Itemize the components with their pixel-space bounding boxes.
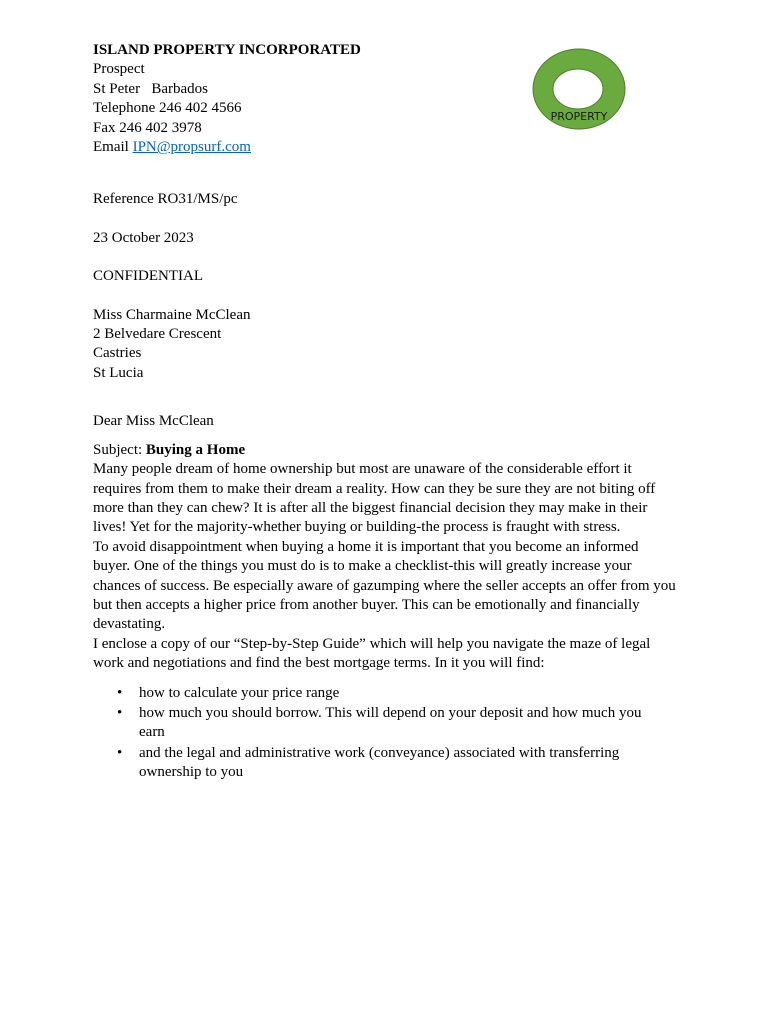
address-line-2: St Peter Barbados bbox=[93, 80, 208, 97]
email-link[interactable]: IPN@propsurf.com bbox=[132, 139, 251, 156]
letterhead bbox=[93, 41, 678, 157]
letter-page bbox=[93, 41, 678, 784]
paragraph-2: To avoid disappointment when buying a home it is important that you become an informed buyer. One of the things you must do is to make a checklist-this will greatly increase your chances of success. Be especially aware of gazumping where the seller accepts an offer from you but then accepts a higher price from another buyer. This can be emotionally and financially devastating. bbox=[93, 538, 676, 633]
logo-text: PROPERTY bbox=[550, 110, 608, 123]
list-item bbox=[93, 744, 659, 783]
letter-date: 23 October 2023 bbox=[93, 229, 194, 246]
reference: Reference RO31/MS/pc bbox=[93, 191, 238, 208]
list-item bbox=[93, 704, 659, 743]
recipient-line-3: St Lucia bbox=[93, 364, 144, 381]
recipient-address bbox=[93, 306, 678, 384]
list-item bbox=[93, 684, 659, 703]
recipient-line-1: 2 Belvedare Crescent bbox=[93, 326, 222, 343]
fax: Fax 246 402 3978 bbox=[93, 119, 202, 136]
email-line bbox=[93, 138, 678, 157]
paragraph-1: Many people dream of home ownership but most are unaware of the considerable effort it requires from them to make their dream a reality. How can they be sure they are not biting off more than they can chew? It is after all the biggest financial decision they may make in their lives! Yet for the majority-whether buying or building-the process is fraught with stress. bbox=[93, 461, 656, 536]
salutation: Dear Miss McClean bbox=[93, 413, 214, 430]
bullet-icon: • bbox=[117, 704, 123, 721]
guide-contents-list bbox=[93, 684, 678, 783]
list-item-text: how to calculate your price range bbox=[139, 684, 340, 701]
subject-title: Buying a Home bbox=[145, 441, 246, 458]
bullet-icon: • bbox=[117, 744, 123, 761]
address-line-1: Prospect bbox=[93, 61, 145, 78]
list-item-text: how much you should borrow. This will depend on your deposit and how much you earn bbox=[139, 704, 642, 741]
subject-line bbox=[93, 441, 678, 460]
subject-label: Subject: bbox=[93, 441, 146, 458]
paragraph-3: I enclose a copy of our “Step-by-Step Guide” which will help you navigate the maze of legal work and negotiations and find the best mortgage terms. In it you will find: bbox=[93, 635, 651, 672]
email-label: Email bbox=[93, 139, 133, 156]
confidential-label: CONFIDENTIAL bbox=[93, 268, 203, 285]
telephone: Telephone 246 402 4566 bbox=[93, 100, 242, 117]
list-item-text: and the legal and administrative work (conveyance) associated with transferring ownership to you bbox=[139, 744, 620, 781]
recipient-name: Miss Charmaine McClean bbox=[93, 306, 251, 323]
company-name: ISLAND PROPERTY INCORPORATED bbox=[93, 42, 361, 58]
bullet-icon: • bbox=[117, 684, 123, 701]
recipient-line-2: Castries bbox=[93, 345, 142, 362]
